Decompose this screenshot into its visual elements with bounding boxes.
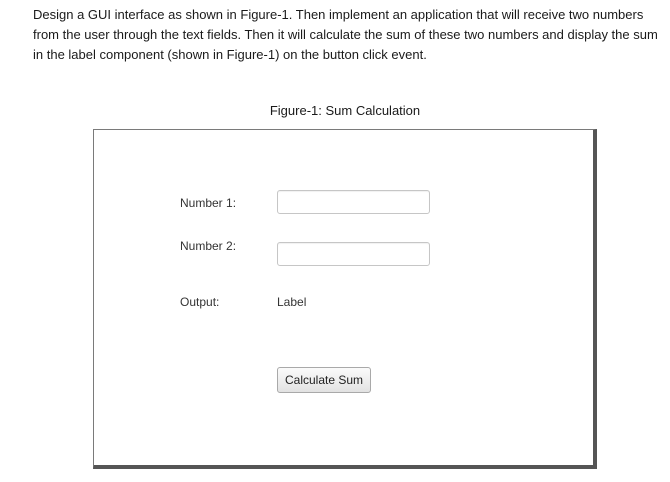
number2-label: Number 2: (180, 239, 237, 253)
sum-calculation-window (93, 129, 597, 469)
output-label: Output: (180, 295, 220, 309)
output-value-label: Label (277, 295, 307, 309)
number1-input[interactable] (277, 190, 430, 214)
calculate-sum-button[interactable]: Calculate Sum (277, 367, 371, 393)
instructions-text: Design a GUI interface as shown in Figure-1. Then implement an application that will receive two numbers from the user through the text fields. Then it will calculate the sum of these two numbers and display the sum in the label component (shown in Figure-1) on the button click event. (33, 7, 658, 62)
figure-caption: Figure-1: Sum Calculation (269, 103, 421, 118)
number1-label: Number 1: (180, 196, 237, 210)
number2-input[interactable] (277, 242, 430, 266)
